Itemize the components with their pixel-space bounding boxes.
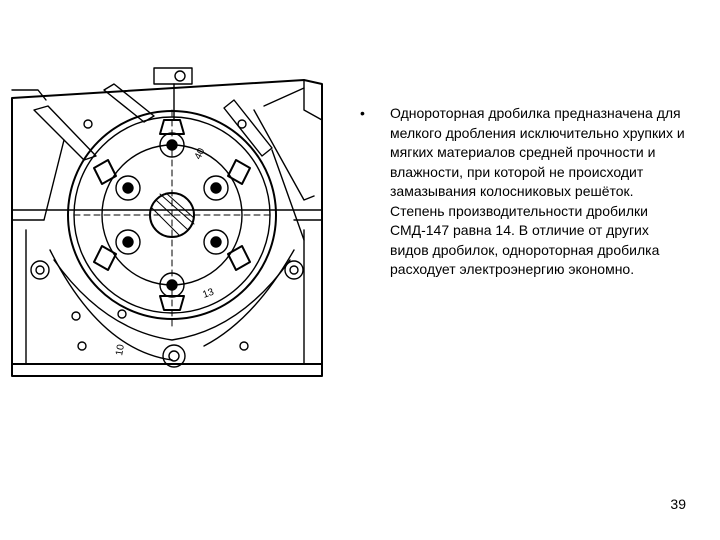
dim-label-3: 40 (192, 146, 208, 162)
dim-label-2: 13 (201, 286, 216, 301)
dimension-labels (114, 146, 216, 356)
dim-label-1: 10 (114, 343, 127, 357)
bullet-marker: • (360, 105, 365, 121)
bullet-item (360, 104, 690, 280)
page-number: 39 (670, 496, 686, 512)
crusher-technical-drawing (4, 60, 334, 380)
bullet-text: Однороторная дробилка предназначена для мелкого дробления исключительно хрупких и мягких материалов средней прочности и влажности, при которой не происходит замазывания колосниковых решёток. Степень производительности дробилки СМД-147 равна 14. В отличие от других видов дробилок, однороторная дробилка расходует электроэнергию экономно. (390, 105, 685, 277)
crusher-drawing (4, 60, 334, 380)
rotor (68, 110, 276, 330)
bullet-list (360, 104, 690, 280)
